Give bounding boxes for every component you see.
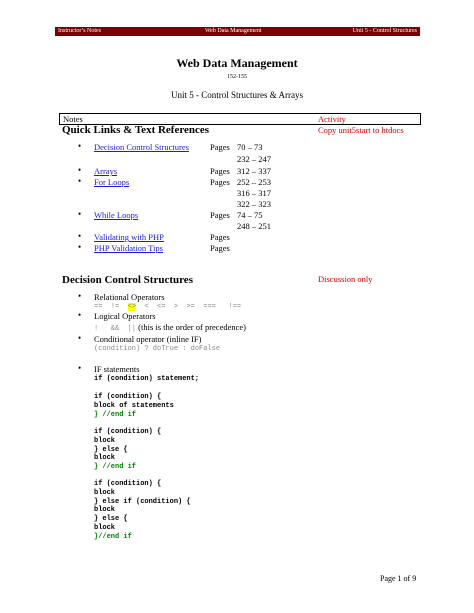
pages-label: Pages	[210, 210, 230, 220]
page-range: 70 – 73	[237, 142, 263, 152]
list-item	[94, 232, 164, 242]
pages-label: Pages	[210, 166, 230, 176]
link-for-loops[interactable]: For Loops	[94, 177, 130, 187]
link-arrays[interactable]: Arrays	[94, 166, 118, 176]
header-bar	[55, 27, 420, 36]
decision-activity: Discussion only	[318, 274, 373, 284]
code-block-2: if (condition) { block of statements } //end if	[94, 393, 174, 419]
page-range: 312 – 337	[237, 166, 271, 176]
list-item: • IF statements	[94, 364, 140, 374]
quick-links-activity: Copy unit5start to htdocs	[318, 125, 404, 135]
pages-label: Pages	[210, 243, 230, 253]
page-range: 322 – 323	[237, 199, 271, 209]
header-right: Unit 5 - Control Structures	[352, 28, 417, 34]
notes-label: Notes	[63, 114, 83, 124]
link-while-loops[interactable]: While Loops	[94, 210, 139, 220]
page-range: 316 – 317	[237, 188, 271, 198]
unit-title: Unit 5 - Control Structures & Arrays	[171, 90, 303, 100]
header-left: Instructor’s Notes	[58, 28, 102, 34]
code-block-1: if (condition) statement;	[94, 375, 200, 383]
activity-label: Activity	[318, 114, 346, 124]
list-item: • Conditional operator (inline IF)	[94, 334, 201, 344]
list-item	[94, 210, 138, 220]
pages-label: Pages	[210, 142, 230, 152]
list-item: • Relational Operators	[94, 292, 165, 302]
page-range: 248 – 251	[237, 221, 271, 231]
conditional-code: (condition) ? doTrue : doFalse	[94, 345, 221, 353]
list-item: • Logical Operators	[94, 311, 156, 321]
quick-links-heading: Quick Links & Text References	[62, 124, 210, 136]
code-block-4: if (condition) { block } else if (condition) { block } else { block }//end if	[94, 480, 191, 541]
list-item	[94, 166, 117, 176]
link-decision-control[interactable]: Decision Control Structures	[94, 142, 189, 152]
decision-heading: Decision Control Structures	[62, 274, 193, 286]
logical-operators: ! && || (this is the order of precedence)	[94, 322, 246, 333]
code-block-3: if (condition) { block } else { block } //end if	[94, 428, 162, 472]
page-range: 74 – 75	[237, 210, 263, 220]
link-php-validation-tips[interactable]: PHP Validation Tips	[94, 243, 163, 253]
list-item	[94, 243, 163, 253]
page-footer: Page 1 of 9	[380, 574, 417, 583]
pages-label: Pages	[210, 232, 230, 242]
relational-operators: == != <> < <= > >= === !==	[94, 303, 242, 311]
page-range: 252 – 253	[237, 177, 271, 187]
link-validating-php[interactable]: Validating with PHP	[94, 232, 164, 242]
pages-label: Pages	[210, 177, 230, 187]
document-title: Web Data Management	[176, 56, 298, 70]
list-item	[94, 177, 129, 187]
list-item	[94, 142, 189, 152]
header-center: Web Data Management	[205, 28, 262, 34]
page-range: 232 – 247	[237, 154, 271, 164]
pages-reference: 152-155	[227, 74, 247, 80]
